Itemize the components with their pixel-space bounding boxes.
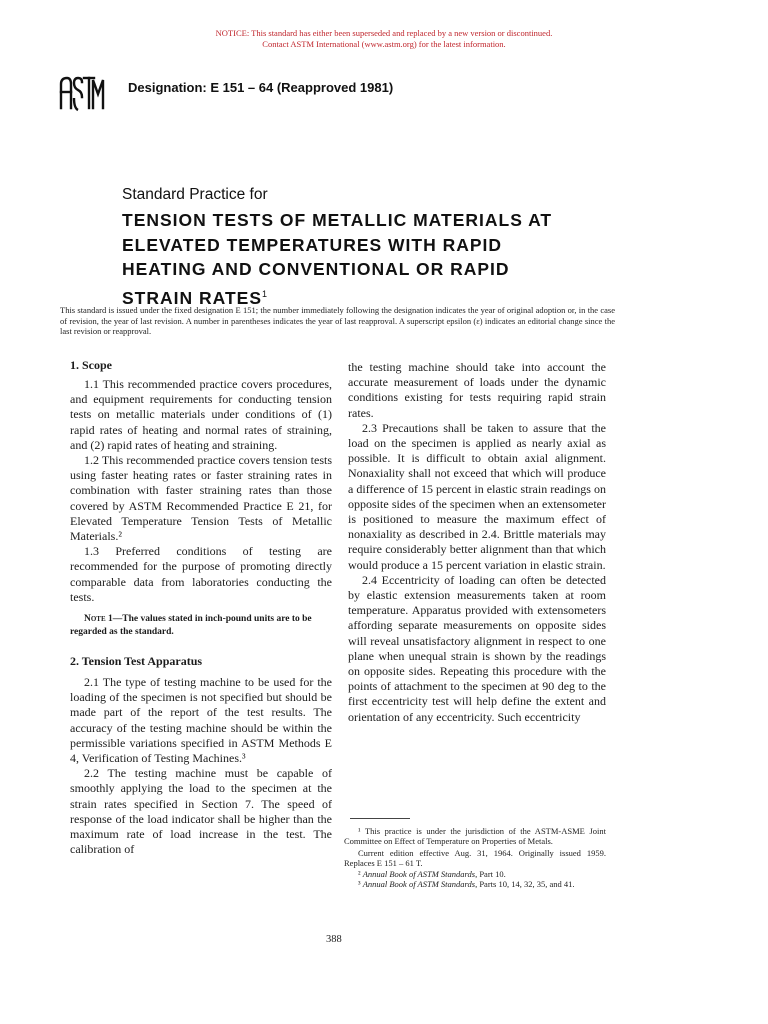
paragraph-2-2: 2.2 The testing machine must be capable of smoothly applying the load to the specimen at the strain rates specified in Section 7. The speed of response of the load indicator shall be higher than the maximum rate of load increase in the test. The calibration of [70, 766, 332, 857]
paragraph-2-3: 2.3 Precautions shall be taken to assure that the load on the specimen is applied as nearly axial as possible. It is difficult to obtain axial alignment. Nonaxiality shall not exceed that which will produce a difference of 15 percent in elastic strain readings on opposite sides of the specimen when an extensometer is positioned to measure the maximum effect of nonaxiality as described in 2.4. Brittle materials may require considerably better alignment than that which would produce a 15 percent variation in elastic strain. [348, 420, 606, 572]
footnote-1-edition: Current edition effective Aug. 31, 1964. Originally issued 1959. Replaces E 151 – 61 T. [344, 847, 606, 869]
section-2-heading: 2. Tension Test Apparatus [70, 654, 203, 669]
notice-line-1: NOTICE: This standard has either been superseded and replaced by a new version or discontinued. [215, 28, 553, 38]
footnote-divider [350, 818, 410, 819]
paragraph-1-3: 1.3 Preferred conditions of testing are recommended for the purpose of promoting directly comparable data from laboratories conducting the tests. [70, 544, 332, 604]
title-line-4-text: STRAIN RATES [122, 287, 263, 308]
notice-line-2: Contact ASTM International (www.astm.org) for the latest information. [262, 39, 506, 49]
title-line-1: TENSION TESTS OF METALLIC MATERIALS AT [122, 210, 553, 230]
footnotes [344, 826, 606, 889]
footnote-2-rest: , Part 10. [475, 868, 506, 879]
footnote-2-title: Annual Book of ASTM Standards [362, 868, 476, 879]
note-1-label: Note 1 [84, 614, 113, 625]
title-line-3: HEATING AND CONVENTIONAL OR RAPID [122, 259, 510, 279]
note-1 [70, 613, 332, 638]
note-1-text: —The values stated in inch-pound units are to be regarded as the standard. [70, 614, 312, 637]
document-subtitle: Standard Practice for [122, 186, 268, 203]
title-line-2: ELEVATED TEMPERATURES WITH RAPID [122, 234, 503, 255]
paragraph-2-2-continued: the testing machine should take into account the accurate measurement of loads under the dynamic conditions existing for tests requiring rapid strain rates. [348, 360, 606, 420]
footnote-3-mark: ³ [358, 879, 363, 890]
footnote-2-mark: ² [358, 868, 363, 879]
designation: Designation: E 151 – 64 (Reapproved 1981) [128, 80, 394, 95]
footnote-3-title: Annual Book of ASTM Standards [362, 879, 476, 890]
paragraph-2-4: 2.4 Eccentricity of loading can often be detected by elastic extension measurements taken at room temperature. Apparatus provided with extensometers affording separate measurements on opposite sides will reveal unsatisfactory alignment in respect to one plane when unequal strain is shown by the readings on opposite sides. Repeating this procedure with the points of attachment to the specimen at 90 deg to the first eccentricity test will help define the extent and orientation of any eccentricity. Such eccentricity [348, 572, 606, 724]
paragraph-2-1: 2.1 The type of testing machine to be used for the loading of the specimen is not specified but should be made part of the report of the test results. The accuracy of the testing machine should be within the permissible variations specified in ASTM Methods E 4, Verification of Testing Machines.³ [70, 675, 332, 766]
document-title [122, 208, 592, 310]
standard-issuance-note: This standard is issued under the fixed designation E 151; the number immediately following the designation indicates the year of original adoption or, in the case of revision, the year of last revision. A number in parentheses indicates the year of last reapproval. A superscript epsilon (ε) indicates an editorial change since the last revision or reapproval. [60, 305, 615, 336]
right-column [348, 360, 606, 725]
paragraph-1-1: 1.1 This recommended practice covers procedures, and equipment requirements for conducting tension tests on metallic materials under conditions of (1) rapid rates of heating and normal rates of straining, and (2) rapid rates of heating and straining. [70, 377, 332, 452]
astm-logo-icon [58, 74, 106, 114]
page-number: 388 [326, 934, 342, 945]
footnote-3-rest: , Parts 10, 14, 32, 35, and 41. [475, 879, 575, 890]
left-column [70, 358, 332, 857]
footnote-1: ¹ This practice is under the jurisdiction of the ASTM-ASME Joint Committee on Effect of Temperature on Properties of Metals. [344, 826, 606, 847]
title-footnote-mark: 1 [262, 288, 268, 299]
footnote-2 [344, 869, 606, 879]
section-1-heading: 1. Scope [70, 358, 112, 372]
paragraph-1-2: 1.2 This recommended practice covers tension tests using faster heating rates or faster straining rates in combination with faster straining rates than those covered by ASTM Recommended Practice E 21, for Elevated Temperature Tension Tests of Metallic Materials.² [70, 453, 332, 544]
supersede-notice [0, 28, 768, 50]
footnote-3 [344, 879, 606, 889]
